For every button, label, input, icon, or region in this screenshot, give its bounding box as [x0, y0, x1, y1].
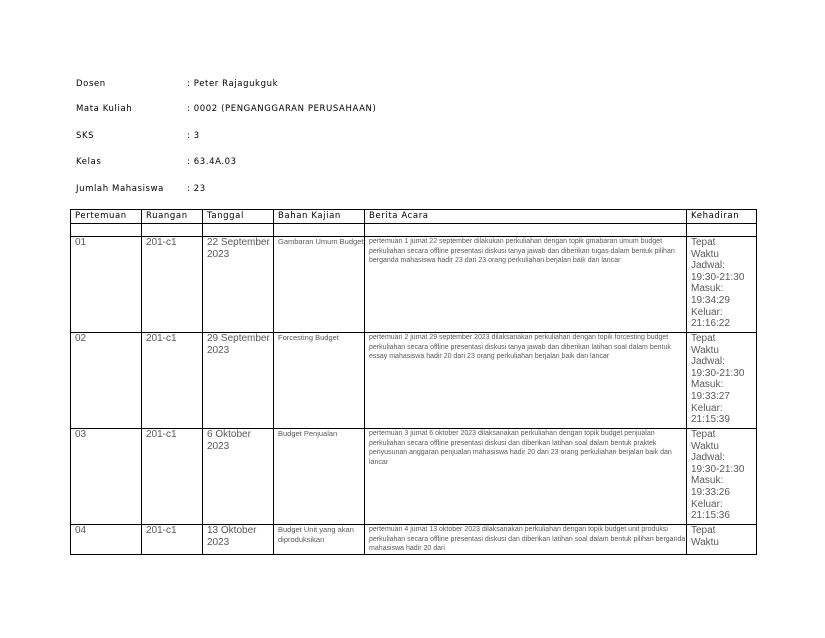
table-spacer-row: [71, 224, 757, 237]
dosen-label: Dosen: [76, 79, 106, 89]
table-row: [71, 525, 757, 555]
kelas-label: Kelas: [76, 157, 102, 167]
col-header-tanggal: Tanggal: [203, 210, 274, 224]
cell-pertemuan: 02: [71, 333, 142, 429]
cell-berita-acara: pertemuan 4 jumat 13 oktober 2023 dilaksanakan perkuliahan dengan topik budget unit produksi perkuliahan secara offline presentasi diskusi dan diberikan latihan soal dalam bentuk pilihan berganda mahasiswa hadir 20 dari: [365, 525, 687, 555]
sks-label: SKS: [76, 131, 95, 141]
cell-berita-acara: pertemuan 3 jumat 6 oktober 2023 dilaksanakan perkuliahan dengan topik budget penjualan perkuliahan secara offline presentasi diskusi dan diberikan latihan soal dalam bentuk praktek penyusunan anggaran penjualan mahasiswa hadir 20 dari 23 orang perkuliahan berjalan baik dan lancar: [365, 429, 687, 525]
cell-pertemuan: 03: [71, 429, 142, 525]
cell-ruangan: 201-c1: [142, 525, 203, 555]
attendance-table: [70, 209, 757, 555]
cell-bahan-kajian: Forcesting Budget: [274, 333, 365, 429]
col-header-kehadiran: Kehadiran: [687, 210, 757, 224]
sks-value: : 3: [187, 131, 200, 141]
col-header-ruangan: Ruangan: [142, 210, 203, 224]
cell-kehadiran: Tepat Waktu Jadwal: 19:30-21:30 Masuk: 19:34:29 Keluar: 21:16:22: [687, 237, 757, 333]
jumlah-mahasiswa-label: Jumlah Mahasiswa: [76, 184, 164, 194]
cell-kehadiran: Tepat Waktu Jadwal: 19:30-21:30 Masuk: 19:33:26 Keluar: 21:15:36: [687, 429, 757, 525]
cell-tanggal: 29 September 2023: [203, 333, 274, 429]
cell-berita-acara: pertemuan 1 jumat 22 september dilakukan perkuliahan dengan topik gmabaran umum budget perkuliahan secara offline presentasi diskusi tanya jawab dan diberikan tugas dalam bentuk pilihan berganda mahasiswa hadir 23 dari 23 orang perkuliahan berjalan baik dan lancar: [365, 237, 687, 333]
table-header-row: [71, 210, 757, 224]
mata-kuliah-value: : 0002 (PENGANGGARAN PERUSAHAAN): [187, 104, 377, 114]
cell-ruangan: 201-c1: [142, 237, 203, 333]
table-row: [71, 333, 757, 429]
cell-kehadiran: Tepat Waktu Jadwal: 19:30-21:30 Masuk: 19:33:27 Keluar: 21:15:39: [687, 333, 757, 429]
col-header-pertemuan: Pertemuan: [71, 210, 142, 224]
cell-kehadiran: Tepat Waktu: [687, 525, 757, 555]
cell-pertemuan: 01: [71, 237, 142, 333]
cell-bahan-kajian: Budget Penjualan: [274, 429, 365, 525]
kelas-value: : 63.4A.03: [187, 157, 237, 167]
cell-pertemuan: 04: [71, 525, 142, 555]
table-row: [71, 237, 757, 333]
cell-tanggal: 6 Oktober 2023: [203, 429, 274, 525]
mata-kuliah-label: Mata Kuliah: [76, 104, 133, 114]
col-header-berita-acara: Berita Acara: [365, 210, 687, 224]
cell-tanggal: 22 September 2023: [203, 237, 274, 333]
cell-bahan-kajian: Gambaran Umum Budget: [274, 237, 365, 333]
cell-berita-acara: pertemuan 2 jumat 29 september 2023 dilaksanakan perkuliahan dengan topik forcesting budget perkuliahan secara offline presentasi diskusi tanya jawab dan diberikan latihan soal dalam bentuk essay mahasiswa hadir 20 dari 23 orang perkuliahan berjalan baik dan lancar: [365, 333, 687, 429]
jumlah-mahasiswa-value: : 23: [187, 184, 206, 194]
dosen-value: : Peter Rajagukguk: [187, 79, 279, 89]
cell-tanggal: 13 Oktober 2023: [203, 525, 274, 555]
col-header-bahan-kajian: Bahan Kajian: [274, 210, 365, 224]
cell-ruangan: 201-c1: [142, 333, 203, 429]
cell-bahan-kajian: Budget Unit yang akan diproduksikan: [274, 525, 365, 555]
cell-ruangan: 201-c1: [142, 429, 203, 525]
table-row: [71, 429, 757, 525]
